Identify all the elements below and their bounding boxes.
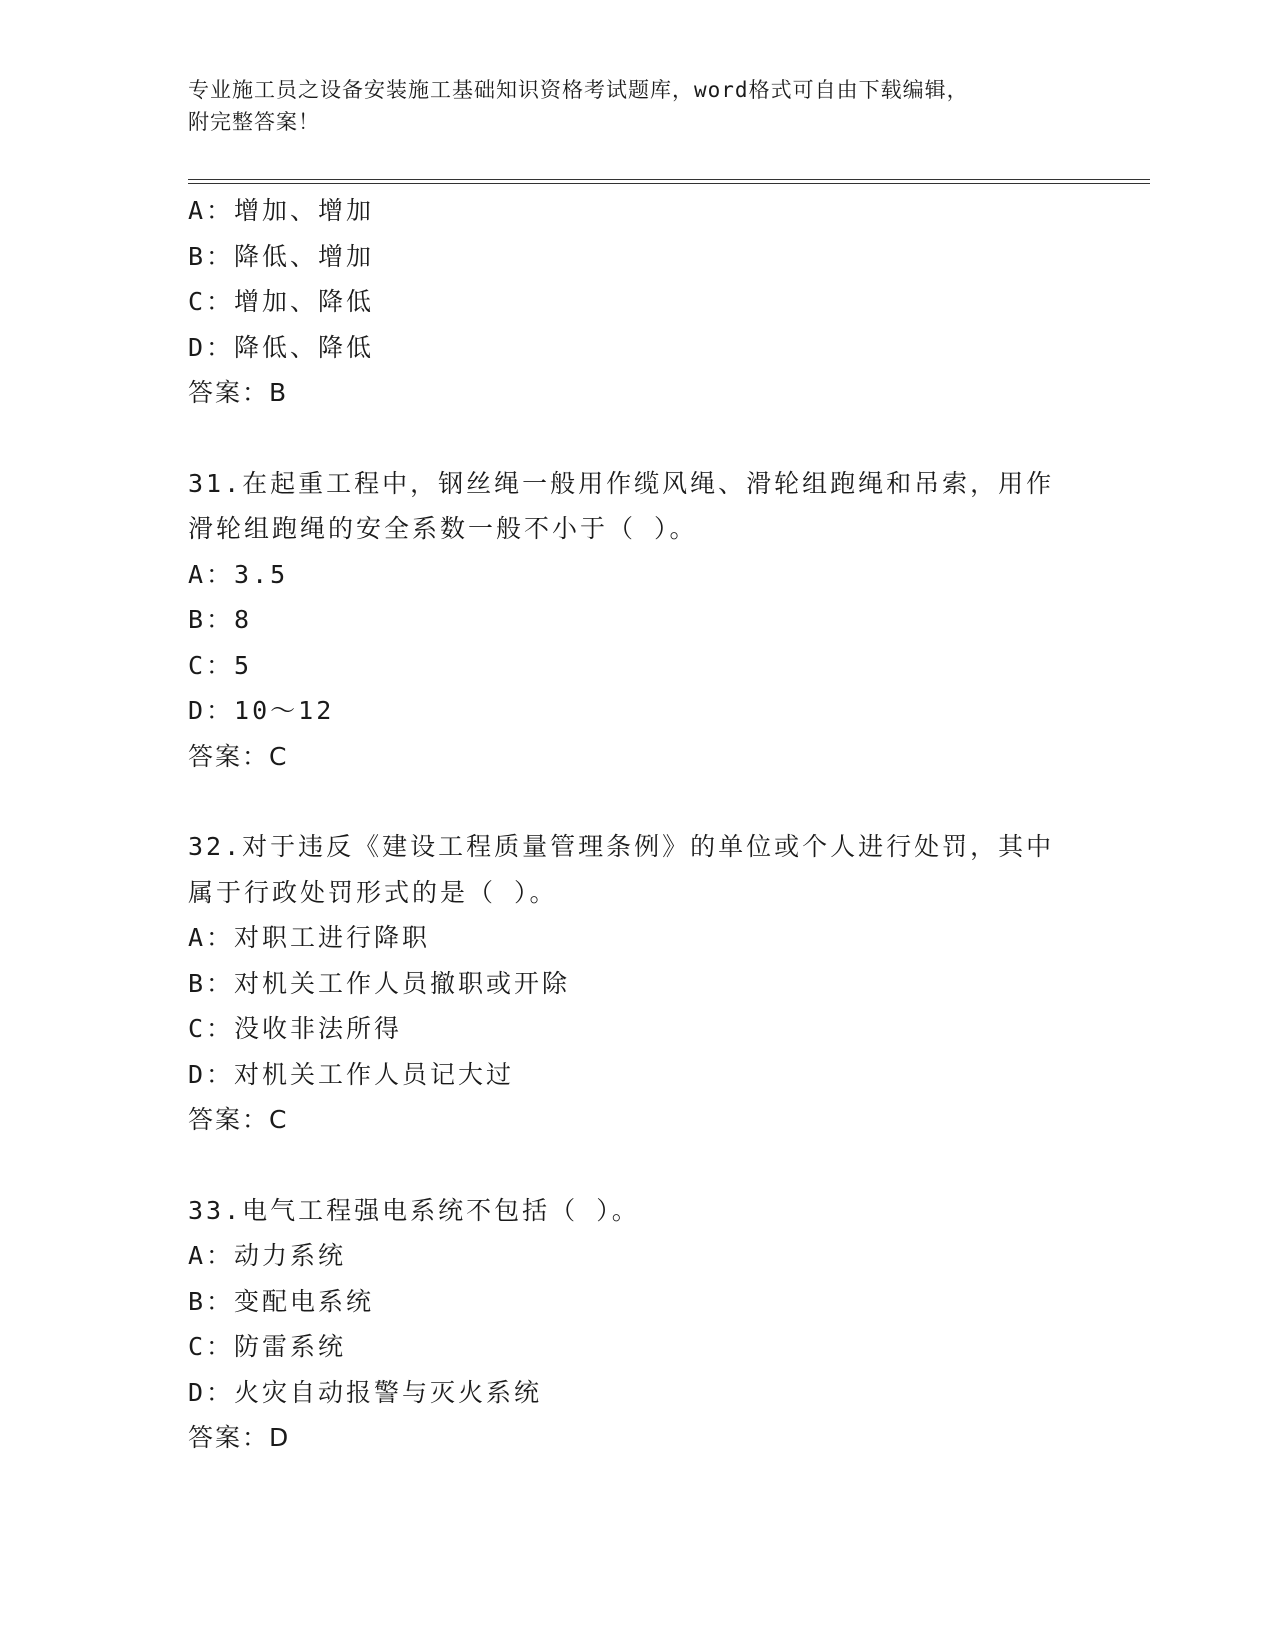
- question-stem-line-2: 属于行政处罚形式的是（ ）。: [188, 877, 558, 907]
- answer: 答案：B: [188, 378, 289, 407]
- question-list: [188, 188, 1108, 1461]
- spacer: [188, 416, 1108, 461]
- option-c: C：防雷系统: [188, 1332, 347, 1361]
- option-c: C：没收非法所得: [188, 1014, 403, 1043]
- question-stem-line-1: 31.在起重工程中，钢丝绳一般用作缆风绳、滑轮组跑绳和吊索，用作: [188, 468, 1055, 498]
- option-b: B：变配电系统: [188, 1286, 375, 1316]
- answer: 答案：C: [188, 741, 289, 771]
- option-a: A：动力系统: [188, 1241, 347, 1270]
- option-d: D：10～12: [188, 696, 335, 725]
- answer: 答案：D: [188, 1423, 291, 1452]
- question-30: [188, 188, 1108, 416]
- option-d: D：火灾自动报警与灭火系统: [188, 1377, 543, 1407]
- question-31: [188, 461, 1108, 780]
- option-b: B：降低、增加: [188, 241, 375, 271]
- option-b: B：8: [188, 605, 253, 634]
- question-stem-line-1: 33.电气工程强电系统不包括（ ）。: [188, 1195, 640, 1225]
- question-stem-line-2: 滑轮组跑绳的安全系数一般不小于（ ）。: [188, 514, 698, 543]
- spacer: [188, 1143, 1108, 1188]
- option-b: B：对机关工作人员撤职或开除: [188, 968, 571, 998]
- option-a: A：增加、增加: [188, 196, 375, 225]
- answer: 答案：C: [188, 1105, 289, 1134]
- question-32: [188, 824, 1108, 1143]
- header-rule-top: [188, 179, 1150, 180]
- question-stem-line-1: 32.对于违反《建设工程质量管理条例》的单位或个人进行处罚，其中: [188, 832, 1055, 861]
- option-c: C：5: [188, 650, 253, 680]
- option-a: A：3.5: [188, 559, 289, 589]
- option-d: D：对机关工作人员记大过: [188, 1059, 515, 1089]
- header-line-2: 附完整答案！: [188, 110, 320, 134]
- document-header: [188, 74, 1088, 138]
- option-c: C：增加、降低: [188, 287, 375, 316]
- header-rule-bottom: [188, 183, 1150, 184]
- option-a: A：对职工进行降职: [188, 923, 431, 952]
- spacer: [188, 779, 1108, 824]
- question-33: [188, 1188, 1108, 1461]
- option-d: D：降低、降低: [188, 332, 375, 362]
- header-line-1: 专业施工员之设备安装施工基础知识资格考试题库，word格式可自由下载编辑，: [188, 78, 969, 102]
